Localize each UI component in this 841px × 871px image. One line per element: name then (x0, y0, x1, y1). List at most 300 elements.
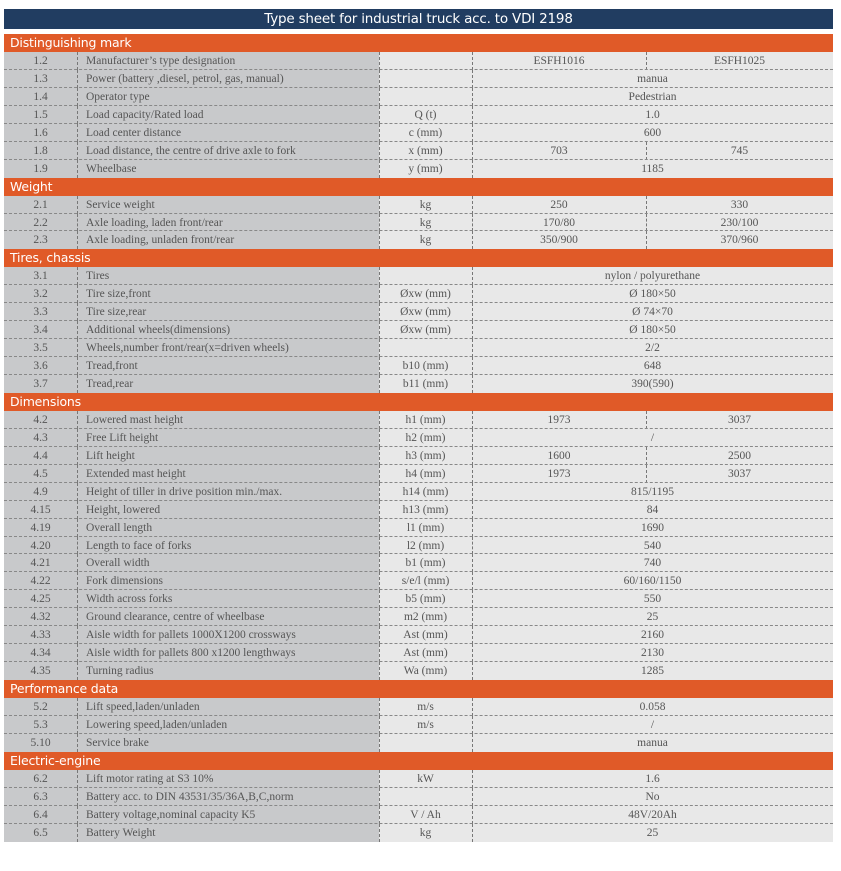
column-divider (77, 716, 78, 734)
item-number: 3.7 (4, 375, 77, 393)
section-rows (4, 411, 833, 680)
item-values (472, 662, 833, 680)
item-number: 3.3 (4, 303, 77, 321)
column-divider (77, 537, 78, 555)
value-shared: Ø 180×50 (629, 324, 676, 337)
table-row (4, 626, 833, 644)
column-divider (646, 142, 647, 160)
column-divider (646, 196, 647, 214)
column-divider (472, 321, 473, 339)
item-values (472, 214, 833, 232)
item-unit: s/e/l (mm) (379, 572, 472, 590)
column-divider (472, 285, 473, 303)
column-divider (646, 465, 647, 483)
item-number: 5.3 (4, 716, 77, 734)
item-unit: kg (379, 824, 472, 842)
item-values (472, 303, 833, 321)
value-model-2: 2500 (728, 449, 751, 462)
column-divider (379, 770, 380, 788)
column-divider (472, 572, 473, 590)
value-model-2: 3037 (728, 413, 751, 426)
item-number: 4.21 (4, 554, 77, 572)
item-values (472, 285, 833, 303)
item-number: 1.9 (4, 160, 77, 178)
column-divider (77, 519, 78, 537)
item-description: Fork dimensions (77, 572, 379, 590)
column-divider (77, 608, 78, 626)
column-divider (472, 447, 473, 465)
column-divider (379, 824, 380, 842)
item-unit: x (mm) (379, 142, 472, 160)
column-divider (472, 231, 473, 249)
column-divider (379, 698, 380, 716)
table-row (4, 770, 833, 788)
value-shared: nylon / polyurethane (604, 270, 701, 283)
table-row (4, 375, 833, 393)
item-description: Overall length (77, 519, 379, 537)
column-divider (77, 52, 78, 70)
table-row (4, 267, 833, 285)
value-shared: 648 (643, 360, 662, 373)
value-model-1: 703 (550, 144, 568, 157)
item-unit (379, 339, 472, 357)
column-divider (77, 303, 78, 321)
value-shared: 1185 (641, 162, 664, 175)
value-shared: 48V/20Ah (628, 808, 677, 821)
column-divider (472, 770, 473, 788)
spec-sheet (4, 9, 833, 842)
column-divider (472, 806, 473, 824)
item-description: Lowered mast height (77, 411, 379, 429)
item-description: Extended mast height (77, 465, 379, 483)
column-divider (77, 321, 78, 339)
column-divider (379, 267, 380, 285)
item-values (472, 483, 833, 501)
item-values (472, 447, 833, 465)
item-unit: V / Ah (379, 806, 472, 824)
column-divider (646, 411, 647, 429)
column-divider (472, 662, 473, 680)
item-number: 6.2 (4, 770, 77, 788)
table-row (4, 142, 833, 160)
item-number: 1.3 (4, 70, 77, 88)
item-number: 1.8 (4, 142, 77, 160)
value-model-1: 250 (550, 198, 568, 211)
item-unit (379, 52, 472, 70)
item-description: Lowering speed,laden/unladen (77, 716, 379, 734)
item-values (472, 788, 833, 806)
item-values (472, 124, 833, 142)
column-divider (77, 70, 78, 88)
item-description: Service weight (77, 196, 379, 214)
item-description: Aisle width for pallets 1000X1200 crossways (77, 626, 379, 644)
section-rows (4, 196, 833, 250)
column-divider (472, 267, 473, 285)
column-divider (472, 303, 473, 321)
value-shared: 2/2 (645, 342, 660, 355)
item-unit: Ast (mm) (379, 626, 472, 644)
table-row (4, 357, 833, 375)
table-row (4, 537, 833, 555)
sheet-title: Type sheet for industrial truck acc. to VDI 2198 (4, 9, 833, 29)
value-shared: 2130 (641, 647, 664, 660)
value-shared: 550 (643, 593, 662, 606)
column-divider (77, 554, 78, 572)
column-divider (77, 734, 78, 752)
table-row (4, 483, 833, 501)
section-rows (4, 770, 833, 842)
item-description: Lift height (77, 447, 379, 465)
item-description: Overall width (77, 554, 379, 572)
column-divider (77, 142, 78, 160)
item-description: Load center distance (77, 124, 379, 142)
column-divider (379, 447, 380, 465)
item-description: Battery Weight (77, 824, 379, 842)
item-description: Turning radius (77, 662, 379, 680)
table-row (4, 52, 833, 70)
item-description: Lift speed,laden/unladen (77, 698, 379, 716)
item-number: 4.20 (4, 537, 77, 555)
section-rows (4, 698, 833, 752)
value-model-2: ESFH1025 (713, 55, 766, 67)
item-values (472, 267, 833, 285)
column-divider (77, 231, 78, 249)
item-unit: Q (t) (379, 106, 472, 124)
column-divider (379, 88, 380, 106)
item-description: Service brake (77, 734, 379, 752)
column-divider (379, 70, 380, 88)
item-description: Operator type (77, 88, 379, 106)
value-shared: / (650, 718, 655, 731)
column-divider (379, 644, 380, 662)
column-divider (472, 519, 473, 537)
column-divider (472, 411, 473, 429)
value-model-1: ESFH1016 (533, 55, 585, 67)
column-divider (472, 70, 473, 88)
item-values (472, 716, 833, 734)
column-divider (77, 662, 78, 680)
table-row (4, 88, 833, 106)
item-number: 4.32 (4, 608, 77, 626)
item-unit (379, 267, 472, 285)
column-divider (379, 519, 380, 537)
column-divider (472, 483, 473, 501)
item-number: 2.3 (4, 231, 77, 249)
table-row (4, 572, 833, 590)
table-row (4, 824, 833, 842)
item-number: 5.2 (4, 698, 77, 716)
column-divider (379, 716, 380, 734)
value-shared: 60/160/1150 (623, 575, 682, 588)
value-model-2: 330 (730, 198, 749, 211)
item-description: Power (battery ,diesel, petrol, gas, manual) (77, 70, 379, 88)
section-header: Performance data (4, 680, 833, 698)
item-description: Height, lowered (77, 501, 379, 519)
value-shared: manua (637, 736, 668, 749)
column-divider (379, 375, 380, 393)
item-description: Wheels,number front/rear(x=driven wheels) (77, 339, 379, 357)
value-shared: 25 (646, 826, 659, 839)
column-divider (77, 824, 78, 842)
column-divider (472, 160, 473, 178)
column-divider (77, 411, 78, 429)
table-row (4, 106, 833, 124)
item-number: 1.2 (4, 52, 77, 70)
value-shared: manua (637, 72, 668, 85)
item-number: 4.19 (4, 519, 77, 537)
table-row (4, 734, 833, 752)
column-divider (472, 824, 473, 842)
table-row (4, 806, 833, 824)
item-number: 2.1 (4, 196, 77, 214)
table-row (4, 501, 833, 519)
table-row (4, 214, 833, 232)
item-values (472, 537, 833, 555)
item-values (472, 429, 833, 447)
item-description: Additional wheels(dimensions) (77, 321, 379, 339)
item-number: 4.4 (4, 447, 77, 465)
column-divider (379, 788, 380, 806)
item-number: 4.34 (4, 644, 77, 662)
column-divider (379, 590, 380, 608)
value-shared: 2160 (641, 629, 664, 642)
column-divider (472, 734, 473, 752)
table-row (4, 788, 833, 806)
column-divider (472, 537, 473, 555)
value-model-1: 1973 (547, 467, 571, 480)
item-description: Height of tiller in drive position min./max. (77, 483, 379, 501)
column-divider (379, 429, 380, 447)
column-divider (379, 196, 380, 214)
column-divider (77, 285, 78, 303)
item-number: 4.5 (4, 465, 77, 483)
column-divider (379, 483, 380, 501)
column-divider (472, 357, 473, 375)
item-number: 6.5 (4, 824, 77, 842)
item-number: 3.5 (4, 339, 77, 357)
item-unit: m/s (379, 716, 472, 734)
item-description: Tire size,front (77, 285, 379, 303)
item-number: 3.1 (4, 267, 77, 285)
column-divider (379, 142, 380, 160)
column-divider (77, 214, 78, 232)
column-divider (379, 572, 380, 590)
item-number: 3.6 (4, 357, 77, 375)
column-divider (77, 483, 78, 501)
item-values (472, 196, 833, 214)
table-row (4, 698, 833, 716)
value-shared: / (650, 431, 655, 444)
column-divider (379, 52, 380, 70)
column-divider (77, 160, 78, 178)
table-row (4, 662, 833, 680)
item-values (472, 644, 833, 662)
table-row (4, 716, 833, 734)
column-divider (472, 590, 473, 608)
item-description: Axle loading, laden front/rear (77, 214, 379, 232)
item-description: Aisle width for pallets 800 x1200 lengthways (77, 644, 379, 662)
item-values (472, 160, 833, 178)
value-model-1: 1600 (547, 449, 571, 462)
column-divider (472, 626, 473, 644)
item-unit: h4 (mm) (379, 465, 472, 483)
item-unit (379, 734, 472, 752)
column-divider (77, 698, 78, 716)
column-divider (646, 214, 647, 232)
column-divider (379, 214, 380, 232)
column-divider (77, 806, 78, 824)
column-divider (77, 770, 78, 788)
column-divider (77, 267, 78, 285)
item-unit: Wa (mm) (379, 662, 472, 680)
column-divider (379, 734, 380, 752)
item-values (472, 339, 833, 357)
value-shared: Ø 180×50 (629, 288, 676, 301)
item-values (472, 357, 833, 375)
item-values (472, 70, 833, 88)
item-number: 6.3 (4, 788, 77, 806)
item-values (472, 411, 833, 429)
column-divider (77, 447, 78, 465)
value-shared: 600 (643, 126, 662, 139)
column-divider (77, 590, 78, 608)
item-description: Battery voltage,nominal capacity K5 (77, 806, 379, 824)
item-unit: kg (379, 231, 472, 249)
column-divider (77, 429, 78, 447)
item-values (472, 321, 833, 339)
table-row (4, 429, 833, 447)
item-values (472, 519, 833, 537)
item-unit (379, 88, 472, 106)
column-divider (379, 357, 380, 375)
table-row (4, 196, 833, 214)
column-divider (472, 196, 473, 214)
section-header: Electric-engine (4, 752, 833, 770)
column-divider (472, 788, 473, 806)
item-number: 4.2 (4, 411, 77, 429)
column-divider (379, 806, 380, 824)
item-number: 1.5 (4, 106, 77, 124)
item-number: 1.4 (4, 88, 77, 106)
table-row (4, 231, 833, 249)
column-divider (379, 106, 380, 124)
item-values (472, 590, 833, 608)
item-description: Axle loading, unladen front/rear (77, 231, 379, 249)
table-row (4, 339, 833, 357)
table-row (4, 285, 833, 303)
item-values (472, 698, 833, 716)
item-description: Free Lift height (77, 429, 379, 447)
column-divider (472, 644, 473, 662)
value-model-1: 170/80 (543, 216, 575, 229)
item-unit: Øxw (mm) (379, 285, 472, 303)
table-row (4, 160, 833, 178)
item-number: 2.2 (4, 214, 77, 232)
column-divider (472, 716, 473, 734)
item-unit: h13 (mm) (379, 501, 472, 519)
column-divider (472, 214, 473, 232)
item-values (472, 770, 833, 788)
column-divider (472, 554, 473, 572)
item-description: Tires (77, 267, 379, 285)
item-description: Manufacturer’s type designation (77, 52, 379, 70)
item-unit: kg (379, 214, 472, 232)
column-divider (379, 465, 380, 483)
item-values (472, 465, 833, 483)
column-divider (472, 142, 473, 160)
item-values (472, 231, 833, 249)
item-values (472, 572, 833, 590)
table-row (4, 519, 833, 537)
value-shared: 1690 (641, 521, 664, 534)
value-shared: 390(590) (631, 378, 674, 390)
item-description: Length to face of forks (77, 537, 379, 555)
table-row (4, 411, 833, 429)
column-divider (379, 608, 380, 626)
item-description: Lift motor rating at S3 10% (77, 770, 379, 788)
item-unit: h3 (mm) (379, 447, 472, 465)
column-divider (77, 88, 78, 106)
item-unit: b10 (mm) (379, 357, 472, 375)
item-unit: h1 (mm) (379, 411, 472, 429)
column-divider (77, 357, 78, 375)
column-divider (77, 465, 78, 483)
table-row (4, 447, 833, 465)
value-model-1: 1973 (547, 413, 571, 426)
section-rows (4, 52, 833, 178)
item-unit: m/s (379, 698, 472, 716)
table-row (4, 303, 833, 321)
value-shared: Pedestrian (628, 90, 677, 103)
column-divider (472, 698, 473, 716)
column-divider (472, 106, 473, 124)
value-shared: 84 (646, 503, 659, 516)
column-divider (379, 160, 380, 178)
item-number: 5.10 (4, 734, 77, 752)
table-row (4, 124, 833, 142)
table-row (4, 70, 833, 88)
item-unit: l2 (mm) (379, 537, 472, 555)
column-divider (472, 429, 473, 447)
item-description: Load capacity/Rated load (77, 106, 379, 124)
item-unit: h2 (mm) (379, 429, 472, 447)
value-model-2: 745 (730, 144, 749, 157)
column-divider (472, 52, 473, 70)
item-values (472, 626, 833, 644)
table-row (4, 321, 833, 339)
column-divider (379, 321, 380, 339)
value-shared: 540 (643, 539, 662, 552)
column-divider (646, 231, 647, 249)
value-model-2: 230/100 (720, 216, 759, 229)
column-divider (379, 124, 380, 142)
item-unit: h14 (mm) (379, 483, 472, 501)
column-divider (77, 339, 78, 357)
item-unit (379, 70, 472, 88)
column-divider (472, 339, 473, 357)
value-model-2: 3037 (728, 467, 751, 480)
item-unit: l1 (mm) (379, 519, 472, 537)
value-shared: 1.0 (645, 108, 660, 121)
item-number: 3.4 (4, 321, 77, 339)
column-divider (646, 447, 647, 465)
column-divider (472, 88, 473, 106)
item-description: Width across forks (77, 590, 379, 608)
value-shared: 1.6 (645, 772, 660, 785)
item-unit: Øxw (mm) (379, 321, 472, 339)
column-divider (472, 501, 473, 519)
column-divider (77, 196, 78, 214)
